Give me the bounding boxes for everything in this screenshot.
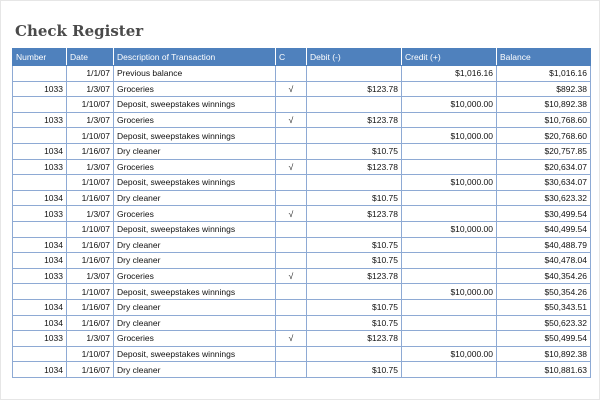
cell-debit[interactable]: $123.78	[307, 159, 402, 175]
cell-credit[interactable]: $10,000.00	[402, 128, 497, 144]
column-header-balance[interactable]: Balance	[497, 49, 591, 66]
cell-cleared[interactable]	[276, 299, 307, 315]
cell-date[interactable]: 1/16/07	[67, 237, 114, 253]
cell-balance[interactable]: $30,623.32	[497, 190, 591, 206]
cell-debit[interactable]: $123.78	[307, 268, 402, 284]
cell-description[interactable]: Dry cleaner	[114, 253, 276, 269]
cell-credit[interactable]: $10,000.00	[402, 221, 497, 237]
cell-debit[interactable]: $10.75	[307, 190, 402, 206]
table-row	[13, 143, 591, 159]
table-row	[13, 175, 591, 191]
cell-balance[interactable]: $50,343.51	[497, 299, 591, 315]
cell-description[interactable]: Deposit, sweepstakes winnings	[114, 97, 276, 113]
cell-cleared[interactable]	[276, 221, 307, 237]
cell-cleared[interactable]: √	[276, 159, 307, 175]
table-row	[13, 128, 591, 144]
cell-date[interactable]: 1/10/07	[67, 175, 114, 191]
cell-date[interactable]: 1/10/07	[67, 128, 114, 144]
cell-credit[interactable]	[402, 112, 497, 128]
cell-date[interactable]: 1/1/07	[67, 66, 114, 82]
cell-number[interactable]: 1033	[13, 81, 67, 97]
cell-debit[interactable]: $123.78	[307, 81, 402, 97]
cell-credit[interactable]	[402, 190, 497, 206]
column-header-debit[interactable]: Debit (-)	[307, 49, 402, 66]
cell-balance[interactable]: $892.38	[497, 81, 591, 97]
cell-description[interactable]: Deposit, sweepstakes winnings	[114, 284, 276, 300]
column-header-credit[interactable]: Credit (+)	[402, 49, 497, 66]
cell-debit[interactable]: $10.75	[307, 253, 402, 269]
cell-date[interactable]: 1/10/07	[67, 97, 114, 113]
cell-credit[interactable]	[402, 315, 497, 331]
cell-number[interactable]: 1033	[13, 331, 67, 347]
cell-cleared[interactable]: √	[276, 81, 307, 97]
register-table	[12, 48, 591, 378]
cell-number[interactable]: 1034	[13, 362, 67, 378]
cell-number[interactable]	[13, 175, 67, 191]
cell-debit[interactable]: $123.78	[307, 112, 402, 128]
cell-date[interactable]: 1/3/07	[67, 159, 114, 175]
cell-debit[interactable]	[307, 66, 402, 82]
table-row	[13, 331, 591, 347]
cell-balance[interactable]: $50,354.26	[497, 284, 591, 300]
cell-balance[interactable]: $40,478.04	[497, 253, 591, 269]
cell-date[interactable]: 1/16/07	[67, 315, 114, 331]
cell-date[interactable]: 1/3/07	[67, 206, 114, 222]
column-header-number[interactable]: Number	[13, 49, 67, 66]
table-row	[13, 284, 591, 300]
cell-balance[interactable]: $30,499.54	[497, 206, 591, 222]
cell-description[interactable]: Groceries	[114, 81, 276, 97]
cell-cleared[interactable]	[276, 97, 307, 113]
table-row	[13, 159, 591, 175]
table-row	[13, 221, 591, 237]
cell-debit[interactable]	[307, 221, 402, 237]
cell-debit[interactable]: $10.75	[307, 143, 402, 159]
cell-credit[interactable]: $10,000.00	[402, 97, 497, 113]
cell-number[interactable]	[13, 66, 67, 82]
cell-description[interactable]: Deposit, sweepstakes winnings	[114, 221, 276, 237]
table-row	[13, 268, 591, 284]
cell-date[interactable]: 1/16/07	[67, 190, 114, 206]
cell-description[interactable]: Groceries	[114, 331, 276, 347]
cell-debit[interactable]: $10.75	[307, 299, 402, 315]
cell-number[interactable]: 1034	[13, 253, 67, 269]
cell-number[interactable]: 1033	[13, 159, 67, 175]
cell-cleared[interactable]	[276, 346, 307, 362]
cell-cleared[interactable]	[276, 190, 307, 206]
cell-cleared[interactable]	[276, 66, 307, 82]
cell-balance[interactable]: $10,892.38	[497, 97, 591, 113]
cell-description[interactable]: Dry cleaner	[114, 299, 276, 315]
cell-date[interactable]: 1/3/07	[67, 81, 114, 97]
table-row	[13, 315, 591, 331]
cell-balance[interactable]: $10,892.38	[497, 346, 591, 362]
cell-debit[interactable]: $10.75	[307, 315, 402, 331]
cell-cleared[interactable]	[276, 362, 307, 378]
cell-cleared[interactable]: √	[276, 112, 307, 128]
cell-number[interactable]	[13, 97, 67, 113]
cell-cleared[interactable]	[276, 284, 307, 300]
cell-credit[interactable]	[402, 253, 497, 269]
cell-balance[interactable]: $20,757.85	[497, 143, 591, 159]
column-header-description[interactable]: Description of Transaction	[114, 49, 276, 66]
cell-number[interactable]	[13, 346, 67, 362]
cell-cleared[interactable]	[276, 143, 307, 159]
cell-balance[interactable]: $10,768.60	[497, 112, 591, 128]
cell-debit[interactable]	[307, 128, 402, 144]
table-row	[13, 299, 591, 315]
cell-balance[interactable]: $40,488.79	[497, 237, 591, 253]
cell-date[interactable]: 1/10/07	[67, 221, 114, 237]
cell-number[interactable]	[13, 284, 67, 300]
cell-debit[interactable]	[307, 346, 402, 362]
table-row	[13, 66, 591, 82]
cell-balance[interactable]: $30,634.07	[497, 175, 591, 191]
cell-debit[interactable]	[307, 97, 402, 113]
cell-number[interactable]: 1034	[13, 299, 67, 315]
cell-credit[interactable]	[402, 331, 497, 347]
cell-cleared[interactable]	[276, 175, 307, 191]
cell-credit[interactable]: $10,000.00	[402, 284, 497, 300]
cell-balance[interactable]: $40,499.54	[497, 221, 591, 237]
cell-date[interactable]: 1/16/07	[67, 362, 114, 378]
cell-balance[interactable]: $50,623.32	[497, 315, 591, 331]
cell-cleared[interactable]	[276, 253, 307, 269]
cell-cleared[interactable]	[276, 128, 307, 144]
header-row	[13, 49, 591, 66]
cell-cleared[interactable]: √	[276, 268, 307, 284]
cell-description[interactable]: Deposit, sweepstakes winnings	[114, 175, 276, 191]
cell-date[interactable]: 1/3/07	[67, 268, 114, 284]
cell-cleared[interactable]	[276, 315, 307, 331]
cell-number[interactable]: 1033	[13, 268, 67, 284]
cell-date[interactable]: 1/10/07	[67, 284, 114, 300]
cell-description[interactable]: Previous balance	[114, 66, 276, 82]
table-row	[13, 253, 591, 269]
column-header-date[interactable]: Date	[67, 49, 114, 66]
cell-date[interactable]: 1/3/07	[67, 112, 114, 128]
cell-date[interactable]: 1/3/07	[67, 331, 114, 347]
cell-number[interactable]	[13, 128, 67, 144]
cell-balance[interactable]: $10,881.63	[497, 362, 591, 378]
cell-credit[interactable]	[402, 159, 497, 175]
cell-date[interactable]: 1/16/07	[67, 299, 114, 315]
table-row	[13, 237, 591, 253]
cell-description[interactable]: Groceries	[114, 268, 276, 284]
cell-credit[interactable]	[402, 299, 497, 315]
cell-date[interactable]: 1/16/07	[67, 253, 114, 269]
cell-description[interactable]: Dry cleaner	[114, 237, 276, 253]
cell-number[interactable]: 1034	[13, 190, 67, 206]
cell-credit[interactable]	[402, 237, 497, 253]
cell-number[interactable]	[13, 221, 67, 237]
cell-credit[interactable]: $10,000.00	[402, 346, 497, 362]
cell-number[interactable]: 1034	[13, 143, 67, 159]
cell-number[interactable]: 1034	[13, 237, 67, 253]
table-row	[13, 362, 591, 378]
table-row	[13, 190, 591, 206]
cell-debit[interactable]: $123.78	[307, 331, 402, 347]
cell-balance[interactable]: $20,634.07	[497, 159, 591, 175]
cell-description[interactable]: Dry cleaner	[114, 315, 276, 331]
cell-balance[interactable]: $50,499.54	[497, 331, 591, 347]
cell-credit[interactable]	[402, 268, 497, 284]
cell-debit[interactable]	[307, 175, 402, 191]
table-row	[13, 112, 591, 128]
cell-credit[interactable]	[402, 362, 497, 378]
cell-cleared[interactable]: √	[276, 206, 307, 222]
cell-credit[interactable]	[402, 81, 497, 97]
cell-description[interactable]: Dry cleaner	[114, 362, 276, 378]
cell-credit[interactable]	[402, 143, 497, 159]
cell-description[interactable]: Groceries	[114, 206, 276, 222]
cell-date[interactable]: 1/16/07	[67, 143, 114, 159]
cell-credit[interactable]: $1,016.16	[402, 66, 497, 82]
cell-description[interactable]: Groceries	[114, 112, 276, 128]
cell-credit[interactable]: $10,000.00	[402, 175, 497, 191]
cell-balance[interactable]: $40,354.26	[497, 268, 591, 284]
page-title: Check Register	[15, 22, 144, 40]
cell-number[interactable]: 1034	[13, 315, 67, 331]
cell-description[interactable]: Deposit, sweepstakes winnings	[114, 346, 276, 362]
cell-debit[interactable]: $123.78	[307, 206, 402, 222]
cell-description[interactable]: Groceries	[114, 159, 276, 175]
cell-debit[interactable]	[307, 284, 402, 300]
cell-description[interactable]: Deposit, sweepstakes winnings	[114, 128, 276, 144]
column-header-cleared[interactable]: C	[276, 49, 307, 66]
cell-debit[interactable]: $10.75	[307, 362, 402, 378]
table-row	[13, 346, 591, 362]
table-row	[13, 206, 591, 222]
table-row	[13, 81, 591, 97]
table-row	[13, 97, 591, 113]
cell-number[interactable]: 1033	[13, 112, 67, 128]
cell-cleared[interactable]	[276, 237, 307, 253]
cell-number[interactable]: 1033	[13, 206, 67, 222]
cell-debit[interactable]: $10.75	[307, 237, 402, 253]
cell-date[interactable]: 1/10/07	[67, 346, 114, 362]
cell-cleared[interactable]: √	[276, 331, 307, 347]
cell-balance[interactable]: $1,016.16	[497, 66, 591, 82]
register-body	[13, 66, 591, 378]
cell-credit[interactable]	[402, 206, 497, 222]
cell-balance[interactable]: $20,768.60	[497, 128, 591, 144]
cell-description[interactable]: Dry cleaner	[114, 190, 276, 206]
cell-description[interactable]: Dry cleaner	[114, 143, 276, 159]
